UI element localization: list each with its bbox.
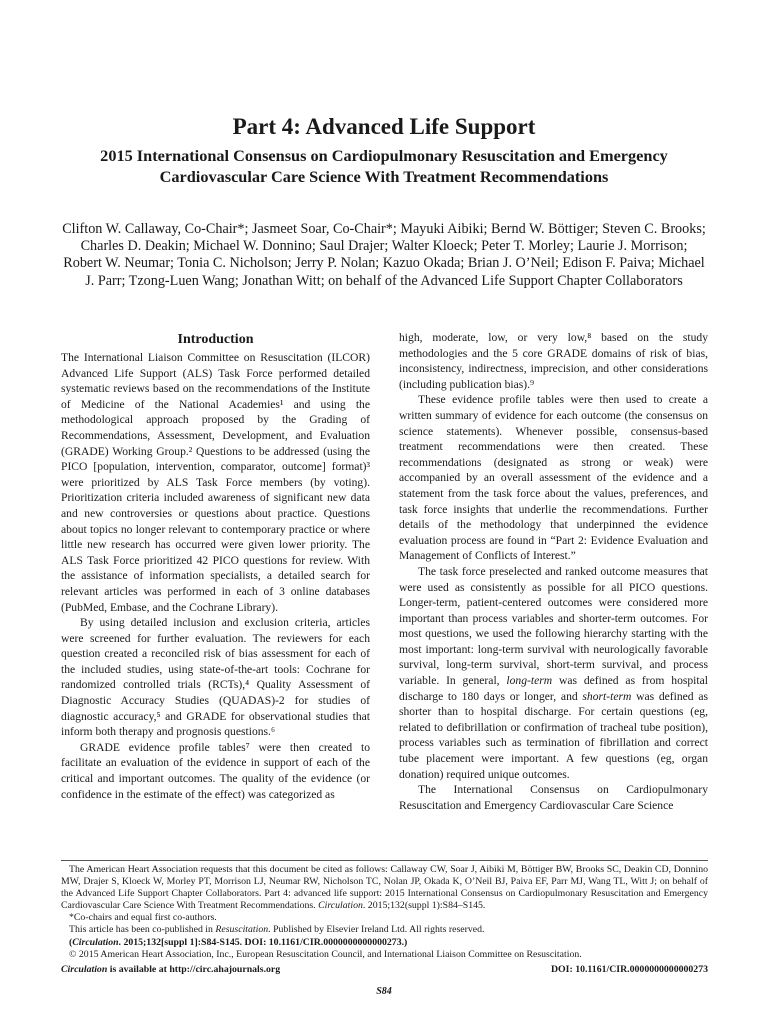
paragraph-text: was defined as from hospital discharge to 180 days or longer, and [399,674,708,703]
doi-note: (Circulation. 2015;132[suppl 1]:S84-S145. DOI: 10.1161/CIR.0000000000000273.) [69,936,408,948]
page-title: Part 4: Advanced Life Support [232,114,536,139]
paragraph: The International Liaison Committee on Resuscitation (ILCOR) Advanced Life Support (ALS) Task Force performed detailed systematic reviews based on the recommendations of the Institute of Medicine of the National Academies¹ and using the methodological approach proposed by the Grading of Recommendations, Assessment, Development, and Evaluation (GRADE) Working Group.² Questions to be addressed (using the PICO [population, intervention, comparator, outcome] format)³ were prioritized by ALS Task Force members (by voting). Prioritization criteria included awareness of significant new data and new controversies or questions about practice. Questions about topics no longer relevant to contemporary practice or where little new research has occurred were given lower priority. The ALS Task Force prioritized 42 PICO questions for review. With the assistance of information specialists, a detailed search for relevant articles was performed in each of 3 online databases (PubMed, Embase, and the Cochrane Library). [61,351,370,614]
right-column [399,330,708,813]
paragraph-text: The task force preselected and ranked outcome measures that were used as consistently as possible for all PICO questions. Longer-term, patient-centered outcomes were considered more important than process variables and shorter-term outcomes. For most questions, we used the following hierarchy starting with the most important: long-term survival with neurologically favorable survival, long-term survival, short-term survival, and process variable. In general, [399,564,708,688]
journal-availability [61,964,280,975]
author-list: Clifton W. Callaway, Co-Chair*; Jasmeet Soar, Co-Chair*; Mayuki Aibiki; Bernd W. Böttiger; Steven C. Brooks; Charles D. Deakin; Michael W. Donnino; Saul Drajer; Walter Kloeck; Peter T. Morley; Laurie J. Morrison; Robert W. Neumar; Tonia C. Nicholson; Jerry P. Nolan; Kazuo Okada; Brian J. O’Neil; Edison F. Paiva; Michael J. Parr; Tzong-Luen Wang; Jonathan Witt; on behalf of the Advanced Life Support Chapter Collaborators [62,221,706,289]
paragraph: high, moderate, low, or very low,⁸ based on the study methodologies and the 5 core GRADE domains of risk of bias, inconsistency, indirectness, imprecision, and other considerations (including publication bias).⁹ [399,331,708,391]
doi-text: . 2015;132[suppl 1]:S84-S145. DOI: 10.1161/CIR.0000000000000273.) [118,936,408,948]
paragraph: These evidence profile tables were then used to create a written summary of evidence for each outcome (the consensus on science statements). Whenever possible, consensus-based treatment recommendations were then created. These recommendations (designated as strong or weak) were accompanied by an overall assessment of the evidence and a statement from the task force about the values, preferences, and task force insights that underlie the recommendations. Further details of the methodology that underpinned the evidence evaluation process are found in “Part 2: Evidence Evaluation and Management of Conflicts of Interest.” [399,393,708,563]
doi-label: DOI: 10.1161/CIR.0000000000000273 [550,964,708,975]
section-heading-introduction: Introduction [177,332,254,347]
journal-name: Resuscitation [215,924,269,936]
availability-text: is available at http://circ.ahajournals.org [107,964,281,975]
term-long-term: long-term [506,674,553,688]
footnote-block [61,860,708,961]
paragraph: GRADE evidence profile tables⁷ were then created to facilitate an evaluation of the evidence in support of each of the critical and important outcomes. The quality of the evidence (or confidence in the estimate of the effect) was categorized as [61,740,370,801]
copublished-note [61,924,708,936]
copyright-note: © 2015 American Heart Association, Inc., European Resuscitation Council, and International Liaison Committee on Resuscitation. [69,948,582,960]
citation-text: The American Heart Association requests that this document be cited as follows: Callaway CW, Soar J, Aibiki M, Böttiger BW, Brooks SC, Deakin CD, Donnino MW, Drajer S, Kloeck W, Morley PT, Morrison LJ, Neumar RW, Nicholson TC, Nolan JP, Okada K, O’Neil BJ, Paiva EF, Parr MJ, Wang TL, Witt J; on behalf of the Advanced Life Support Chapter Collaborators. Part 4: advanced life support: 2015 International Consensus on Cardiopulmonary Resuscitation and Emergency Cardiovascular Care Science With Treatment Recommendations. [61,864,708,912]
term-short-term: short-term [582,689,632,703]
paragraph: The International Consensus on Cardiopulmonary Resuscitation and Emergency Cardiovascular Care Science [399,783,708,812]
note-text: This article has been co-published in [69,924,216,936]
cochairs-note: *Co-chairs and equal first co-authors. [69,912,217,924]
paragraph: By using detailed inclusion and exclusion criteria, articles were screened for further evaluation. The reviewers for each question created a reconciled risk of bias assessment for each of the included studies, using state-of-the-art tools: Cochrane for randomized controlled trials (RCTs),⁴ Quality Assessment of Diagnostic Accuracy Studies (QUADAS)-2 for studies of diagnostic accuracy,⁵ and GRADE for observational studies that inform both therapy and prognosis questions.⁶ [61,616,370,739]
citation-note [61,864,708,912]
journal-name: Circulation [61,964,108,975]
paragraph [399,564,708,782]
page-subtitle: 2015 International Consensus on Cardiopulmonary Resuscitation and Emergency Cardiovascular Care Science With Treatment Recommendations [100,146,668,186]
note-text: . Published by Elsevier Ireland Ltd. All rights reserved. [268,924,485,936]
left-column [61,330,370,802]
page-number: S84 [376,986,392,997]
citation-text: . 2015;132(suppl 1):S84–S145. [362,900,486,912]
paragraph-text: was defined as shorter than to hospital discharge. For certain questions (eg, related to defibrillation or confirmation of tracheal tube position), process variables such as termination of fibrillation and correct tube placement were important. A few questions (eg, organ donation) required unique outcomes. [399,689,708,781]
journal-name: Circulation [318,900,363,912]
journal-name: Circulation [72,936,119,948]
